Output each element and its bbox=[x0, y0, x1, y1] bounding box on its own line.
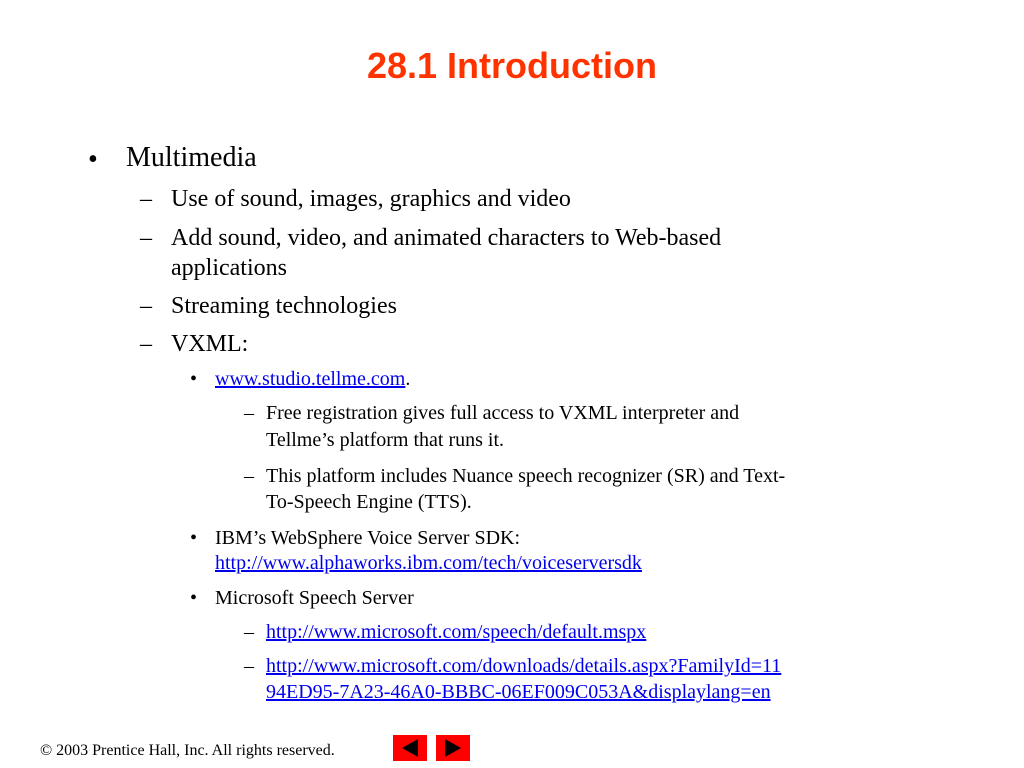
ibm-line1: IBM’s WebSphere Voice Server SDK: bbox=[215, 527, 521, 549]
bullet-icon: • bbox=[88, 144, 98, 175]
free-registration-line1: Free registration gives full access to VXML interpreter and bbox=[266, 402, 740, 424]
bullet-icon: • bbox=[190, 527, 198, 549]
ms-downloads-link-part2[interactable]: 94ED95-7A23-46A0-BBBC-06EF009C053A&displaylang=en bbox=[266, 681, 771, 703]
dash-icon: – bbox=[140, 225, 152, 251]
platform-line2: To-Speech Engine (TTS). bbox=[266, 491, 472, 513]
subbullet-add-line1: Add sound, video, and animated characters to Web-based bbox=[171, 225, 722, 251]
dash-icon: – bbox=[244, 621, 254, 643]
subbullet-streaming: Streaming technologies bbox=[171, 293, 397, 319]
dash-icon: – bbox=[244, 465, 254, 487]
ms-link2-line2 bbox=[266, 681, 771, 704]
tellme-link[interactable]: www.studio.tellme.com bbox=[215, 368, 406, 390]
ms-downloads-link-part1[interactable]: http://www.microsoft.com/downloads/details.aspx?FamilyId=11 bbox=[266, 655, 782, 677]
microsoft-speech-server: Microsoft Speech Server bbox=[215, 587, 414, 609]
dash-icon: – bbox=[244, 402, 254, 424]
ibm-link[interactable]: http://www.alphaworks.ibm.com/tech/voiceserversdk bbox=[215, 552, 642, 574]
ibm-line2 bbox=[215, 552, 642, 575]
subbullet-vxml: VXML: bbox=[171, 331, 249, 357]
free-registration-line2: Tellme’s platform that runs it. bbox=[266, 429, 504, 451]
slide-title: 28.1 Introduction bbox=[366, 45, 658, 86]
tellme-line bbox=[215, 368, 410, 391]
tellme-period: . bbox=[405, 368, 411, 390]
subbullet-use: Use of sound, images, graphics and video bbox=[171, 186, 571, 212]
dash-icon: – bbox=[140, 293, 152, 319]
dash-icon: – bbox=[140, 331, 152, 357]
bullet-icon: • bbox=[190, 587, 198, 609]
ms-link2-line1 bbox=[266, 655, 781, 678]
platform-line1: This platform includes Nuance speech recognizer (SR) and Text- bbox=[266, 465, 786, 487]
right-arrow-icon bbox=[436, 735, 470, 761]
copyright-icon: © bbox=[40, 742, 53, 759]
next-slide-button[interactable] bbox=[436, 735, 470, 761]
previous-slide-button[interactable] bbox=[393, 735, 427, 761]
ms-link1-line bbox=[266, 621, 646, 644]
ms-speech-link[interactable]: http://www.microsoft.com/speech/default.mspx bbox=[266, 621, 647, 643]
dash-icon: – bbox=[140, 186, 152, 212]
subbullet-add-line2: applications bbox=[171, 255, 287, 281]
left-arrow-icon bbox=[393, 735, 427, 761]
bullet-multimedia: Multimedia bbox=[126, 142, 257, 173]
copyright-text: 2003 Prentice Hall, Inc. All rights reserved. bbox=[52, 742, 335, 759]
copyright-footer bbox=[40, 742, 335, 760]
dash-icon: – bbox=[244, 655, 254, 677]
bullet-icon: • bbox=[190, 368, 198, 390]
